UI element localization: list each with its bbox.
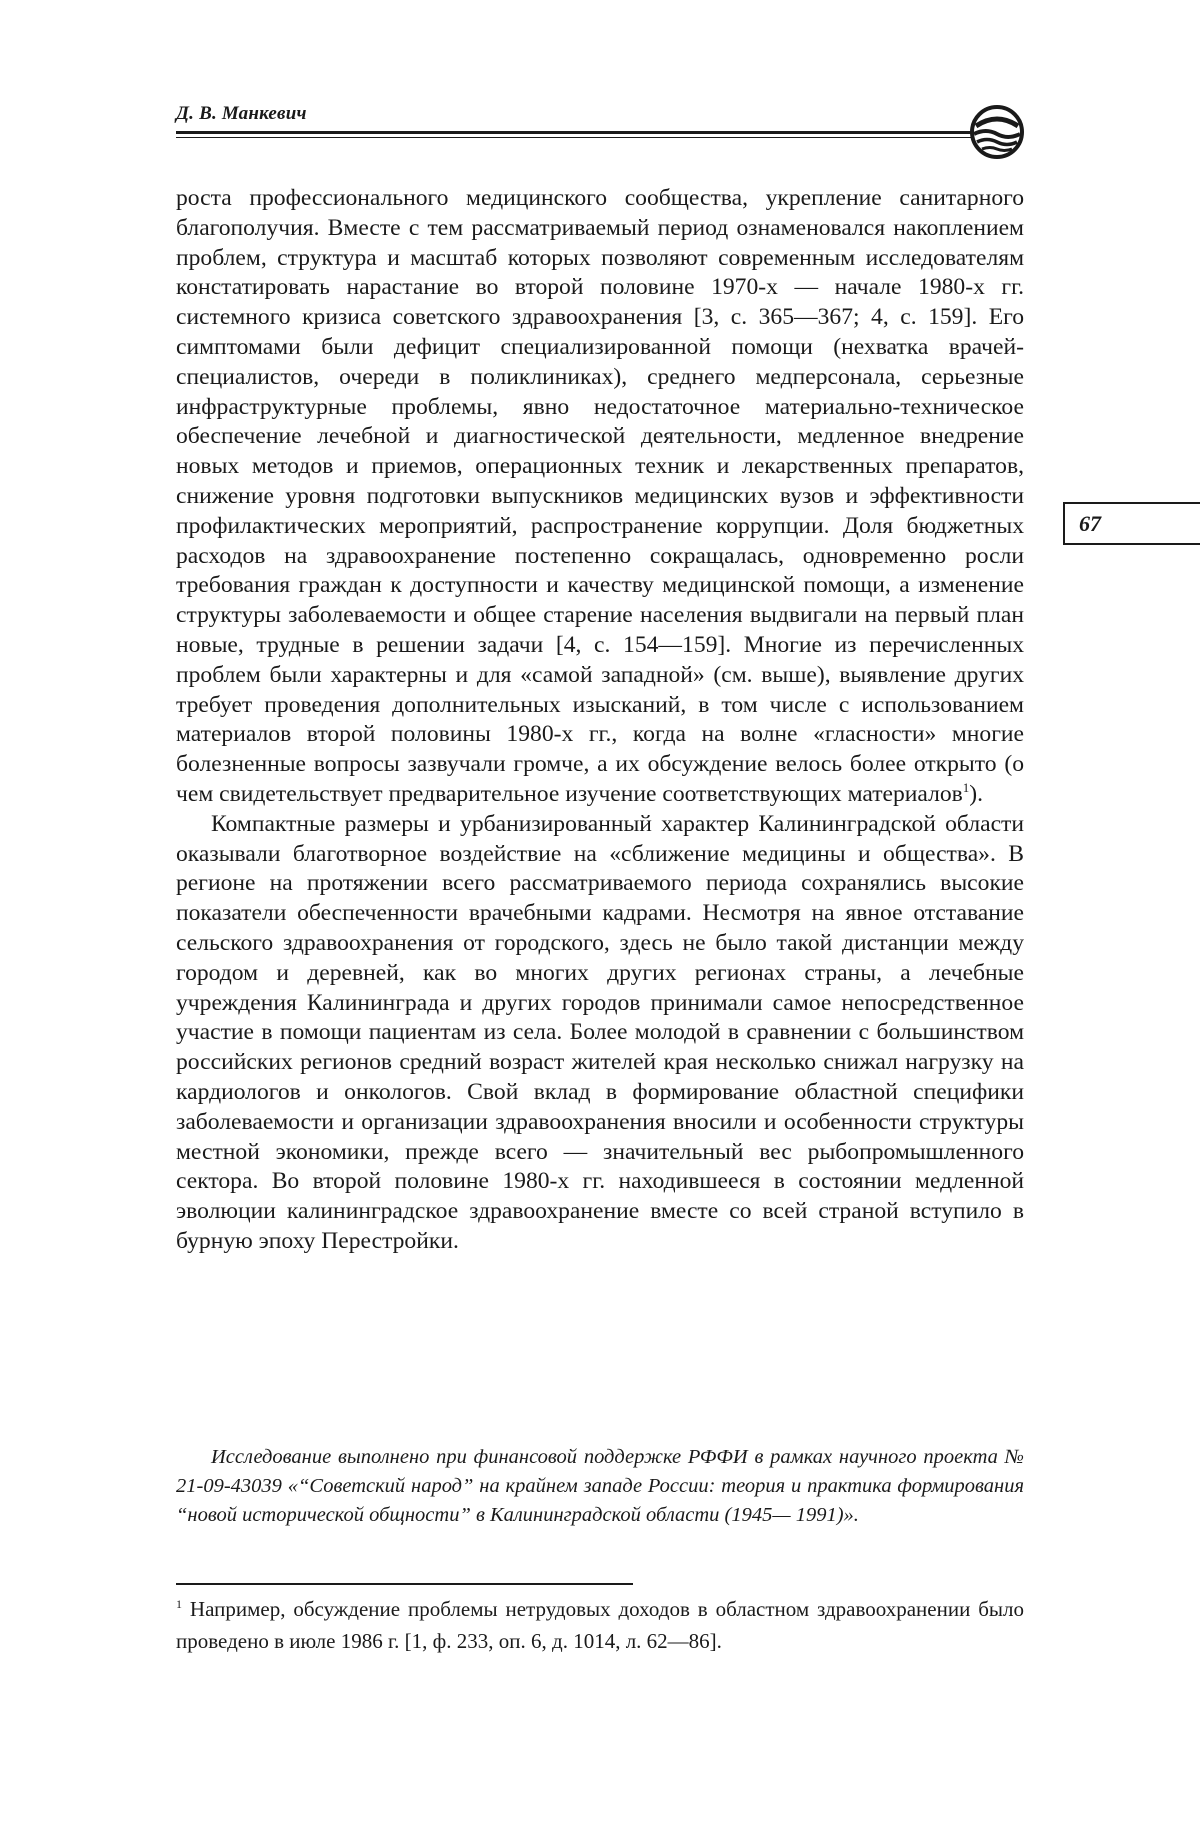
footnote-rule: [176, 1583, 633, 1585]
journal-logo-icon: [968, 104, 1026, 160]
header-rule-thick: [176, 131, 976, 134]
main-text: [176, 184, 1024, 1257]
footnote-1: [176, 1593, 1024, 1657]
paragraph-1-end: ).: [969, 780, 984, 807]
paragraph-1-text: роста профессионального медицинского сообщества, укрепление санитарного благополучия. Вместе с тем рассматриваемый период ознаменовался накоплением проблем, структура и масштаб которых позволяют современным исследователям констатировать нарастание во второй половине 1970-х — начале 1980-х гг. системного кризиса советского здравоохранения [3, с. 365—367; 4, с. 159]. Его симптомами были дефицит специализированной помощи (нехватка врачей-специалистов, очереди в поликлиниках), среднего медперсонала, серьезные инфраструктурные проблемы, явно недостаточное материально-техническое обеспечение лечебной и диагностической деятельности, медленное внедрение новых методов и приемов, операционных техник и лекарственных препаратов, снижение уровня подготовки выпускников медицинских вузов и эффективности профилактических мероприятий, распространение коррупции. Доля бюджетных расходов на здравоохранение постепенно сокращалась, одновременно росли требования граждан к доступности и качеству медицинской помощи, а изменение структуры заболеваемости и общее старение населения выдвигали на первый план новые, трудные в решении задачи [4, с. 154—159]. Многие из перечисленных проблем были характерны и для «самой западной» (см. выше), выявление других требует проведения дополнительных изысканий, в том числе с использованием материалов второй половины 1980-х гг., когда на волне «гласности» многие болезненные вопросы зазвучали громче, а их обсуждение велось более открыто (о чем свидетельствует предварительное изучение соответствующих материалов: [176, 185, 1024, 807]
header-rule-thin: [176, 137, 976, 138]
page-number-box: [1063, 502, 1200, 545]
footnote-marker: 1: [176, 1597, 182, 1611]
paragraph-2: Компактные размеры и урбанизированный характер Калининградской области оказывали благотворное воздействие на «сближение медицины и общества». В регионе на протяжении всего рассматриваемого периода сохранялись высокие показатели обеспеченности врачебными кадрами. Несмотря на явное отставание сельского здравоохранения от городского, здесь не было такой дистанции между городом и деревней, как во многих других регионах страны, а лечебные учреждения Калининграда и других городов принимали самое непосредственное участие в помощи пациентам из села. Более молодой в сравнении с большинством российских регионов средний возраст жителей края несколько снижал нагрузку на кардиологов и онкологов. Свой вклад в формирование областной специфики заболеваемости и организации здравоохранения вносили и особенности структуры местной экономики, прежде всего — значительный вес рыбопромышленного сектора. Во второй половине 1980-х гг. находившееся в состоянии медленной эволюции калининградское здравоохранение вместе со всей страной вступило в бурную эпоху Перестройки.: [176, 810, 1024, 1254]
running-head-author: Д. В. Манкевич: [176, 103, 307, 124]
footnote-text: Например, обсуждение проблемы нетрудовых доходов в областном здравоохранении было проведено в июле 1986 г. [1, ф. 233, оп. 6, д. 1014, л. 62—86].: [176, 1597, 1024, 1653]
acknowledgement: Исследование выполнено при финансовой поддержке РФФИ в рамках научного проекта № 21-09-43039 «“Советский народ” на крайнем западе России: теория и практика формирования “новой исторической общности” в Калининградской области (1945— 1991)».: [176, 1446, 1024, 1526]
paragraph-1: [176, 184, 1024, 810]
page-number: 67: [1079, 511, 1101, 536]
footnote-ref-1: 1: [962, 780, 970, 796]
